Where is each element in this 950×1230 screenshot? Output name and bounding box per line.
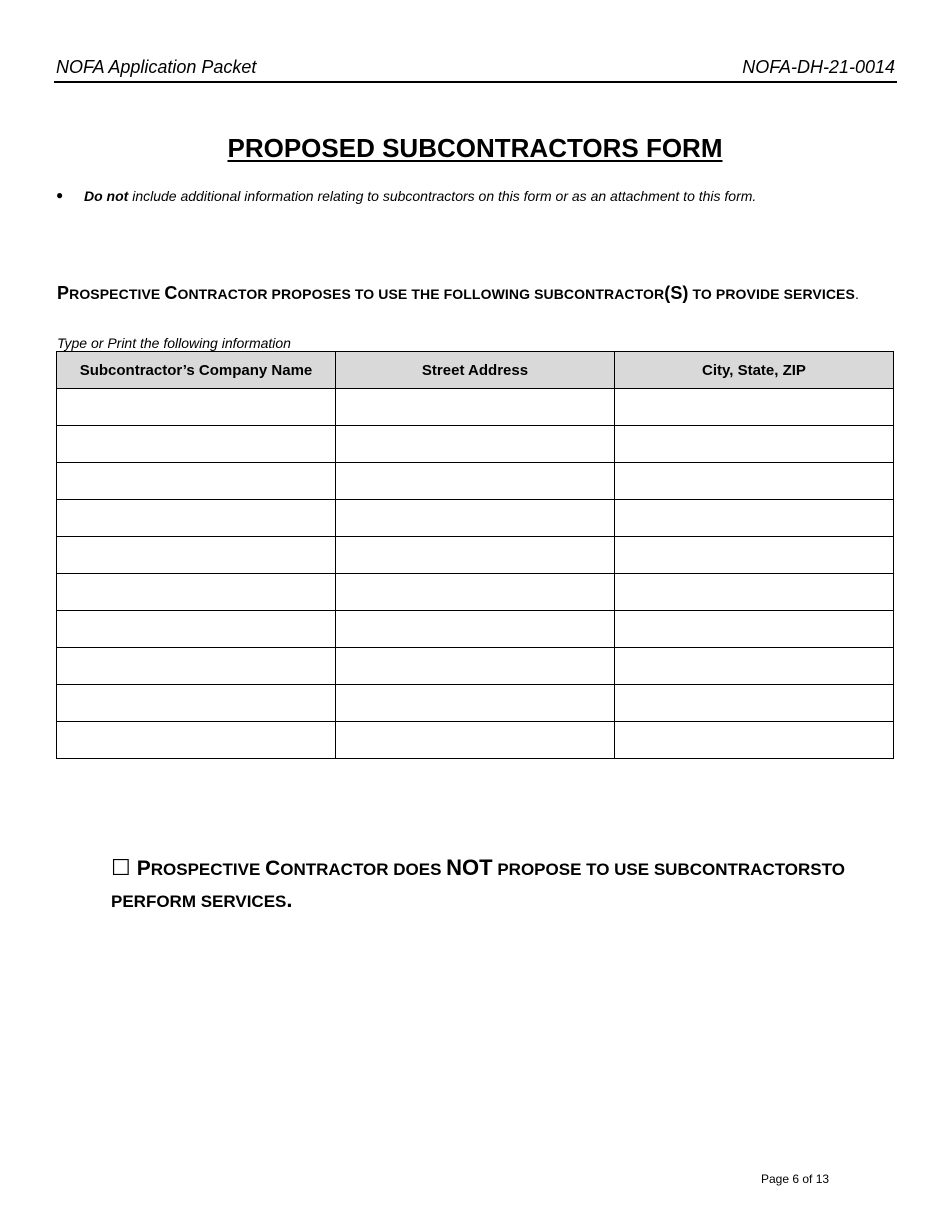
option-cap-p: P (136, 857, 151, 880)
company-name-cell[interactable] (57, 426, 336, 463)
option-part: PROPOSE TO USE SUBCONTRACTORSTO PERFORM SERVICES (111, 860, 845, 911)
statement-cap-c: C (164, 283, 178, 303)
table-row (57, 500, 894, 537)
city-state-zip-cell[interactable] (615, 389, 894, 426)
option-cap-c: C (265, 857, 281, 880)
option-not-emphasis: NOT (446, 855, 493, 880)
column-header-city-state-zip: City, State, ZIP (615, 352, 894, 389)
street-address-cell[interactable] (336, 648, 615, 685)
city-state-zip-cell[interactable] (615, 574, 894, 611)
statement-cap-s: (S) (664, 283, 689, 303)
company-name-cell[interactable] (57, 722, 336, 759)
subcontractors-table (56, 351, 894, 759)
bullet-body-text: include additional information relating to subcontractors on this form or as an attachment to this form. (128, 188, 757, 204)
subcontractor-statement (57, 283, 859, 304)
table-header-row (57, 352, 894, 389)
city-state-zip-cell[interactable] (615, 685, 894, 722)
street-address-cell[interactable] (336, 611, 615, 648)
table-row (57, 685, 894, 722)
company-name-cell[interactable] (57, 648, 336, 685)
header-document-number: NOFA-DH-21-0014 (742, 57, 895, 77)
table-row (57, 611, 894, 648)
table-row (57, 537, 894, 574)
header-left-title: NOFA Application Packet (56, 57, 257, 77)
company-name-cell[interactable] (57, 500, 336, 537)
bullet-dot-icon: ● (56, 188, 64, 202)
table-row (57, 722, 894, 759)
table-row (57, 648, 894, 685)
no-subcontractors-checkbox[interactable]: ☐ (111, 855, 131, 880)
table-row (57, 389, 894, 426)
street-address-cell[interactable] (336, 426, 615, 463)
statement-period: . (854, 286, 859, 302)
header-divider (54, 81, 897, 83)
city-state-zip-cell[interactable] (615, 611, 894, 648)
street-address-cell[interactable] (336, 500, 615, 537)
company-name-cell[interactable] (57, 574, 336, 611)
city-state-zip-cell[interactable] (615, 463, 894, 500)
company-name-cell[interactable] (57, 685, 336, 722)
company-name-cell[interactable] (57, 463, 336, 500)
table-instruction: Type or Print the following information (57, 335, 291, 351)
statement-cap-p: P (57, 283, 70, 303)
company-name-cell[interactable] (57, 611, 336, 648)
column-header-company-name: Subcontractor’s Company Name (57, 352, 336, 389)
column-header-street-address: Street Address (336, 352, 615, 389)
street-address-cell[interactable] (336, 722, 615, 759)
statement-part: TO PROVIDE SERVICES (688, 286, 855, 302)
city-state-zip-cell[interactable] (615, 648, 894, 685)
bullet-bold-text: Do not (84, 188, 129, 204)
option-part: ONTRACTOR DOES (280, 860, 447, 879)
company-name-cell[interactable] (57, 537, 336, 574)
statement-part: ONTRACTOR PROPOSES TO USE THE FOLLOWING SUBCONTRACTOR (177, 286, 665, 302)
page-header (56, 56, 895, 80)
street-address-cell[interactable] (336, 537, 615, 574)
option-part: ROSPECTIVE (150, 860, 266, 879)
table-row (57, 426, 894, 463)
page-title: PROPOSED SUBCONTRACTORS FORM (227, 133, 723, 163)
street-address-cell[interactable] (336, 574, 615, 611)
statement-part: ROSPECTIVE (69, 286, 165, 302)
city-state-zip-cell[interactable] (615, 722, 894, 759)
company-name-cell[interactable] (57, 389, 336, 426)
no-subcontractors-option (111, 853, 871, 917)
city-state-zip-cell[interactable] (615, 426, 894, 463)
street-address-cell[interactable] (336, 685, 615, 722)
bullet-text (84, 188, 756, 204)
table-row (57, 463, 894, 500)
table-row (57, 574, 894, 611)
street-address-cell[interactable] (336, 389, 615, 426)
street-address-cell[interactable] (336, 463, 615, 500)
city-state-zip-cell[interactable] (615, 500, 894, 537)
table-body (57, 389, 894, 759)
city-state-zip-cell[interactable] (615, 537, 894, 574)
option-period: . (286, 887, 293, 912)
page-number: Page 6 of 13 (761, 1172, 830, 1186)
